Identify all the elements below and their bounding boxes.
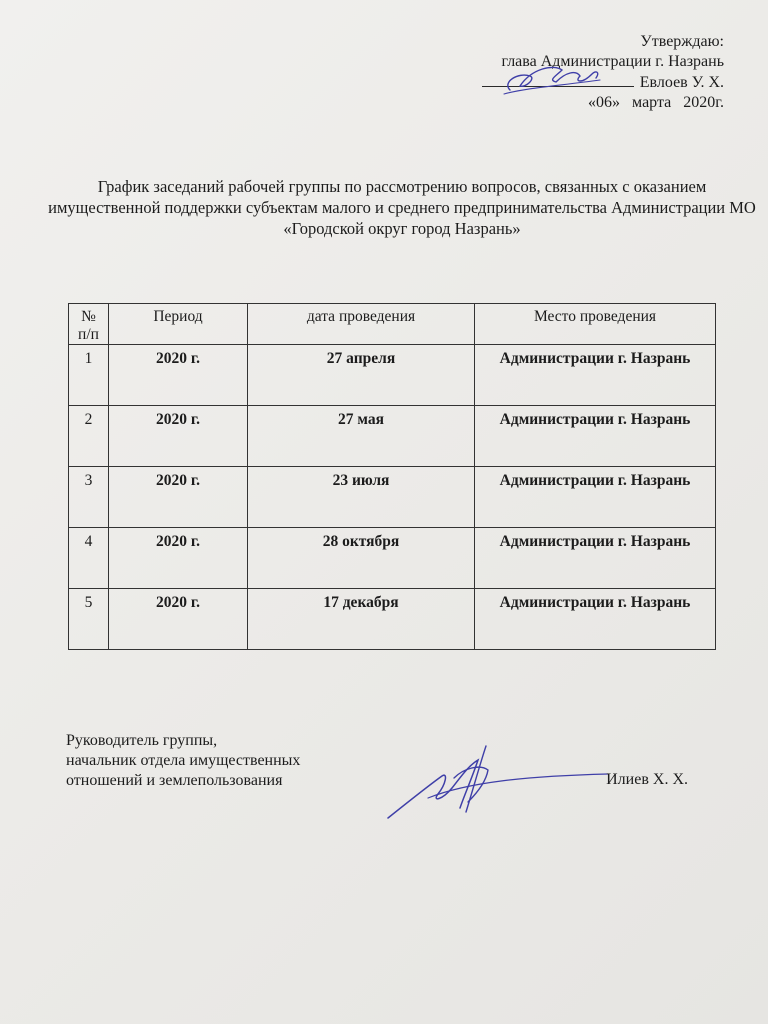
header-date: дата проведения [248,304,475,345]
approver-name: Евлоев У. Х. [639,74,724,91]
table-row [69,406,716,467]
table-row [69,589,716,650]
row-date: 23 июля [248,467,475,528]
row-period: 2020 г. [109,345,248,406]
signoff-line2: начальник отдела имущественных [66,752,301,769]
signoff-line3: отношений и землепользования [66,772,283,789]
row-number: 3 [69,467,109,528]
schedule-table [68,303,716,650]
row-place: Администрации г. Назрань [475,345,716,406]
row-number: 1 [69,345,109,406]
row-place: Администрации г. Назрань [475,467,716,528]
table-row [69,467,716,528]
row-place: Администрации г. Назрань [475,589,716,650]
row-date: 17 декабря [248,589,475,650]
signoff-block [66,731,386,791]
header-place: Место проведения [475,304,716,345]
approve-label: Утверждаю: [640,33,724,50]
signoff-line1: Руководитель группы, [66,732,218,749]
row-date: 27 апреля [248,345,475,406]
row-date: 27 мая [248,406,475,467]
row-place: Администрации г. Назрань [475,406,716,467]
signature-head-icon [368,738,618,826]
row-period: 2020 г. [109,406,248,467]
approval-date: «06» марта 2020г. [588,94,724,111]
row-number: 2 [69,406,109,467]
approver-position: глава Администрации г. Назрань [501,53,724,70]
row-place: Администрации г. Назрань [475,528,716,589]
table-row [69,345,716,406]
row-number: 4 [69,528,109,589]
header-number: № п/п [69,304,109,345]
row-date: 28 октября [248,528,475,589]
head-name: Илиев Х. Х. [606,771,688,788]
table-header-row [69,304,716,345]
document-title: График заседаний рабочей группы по рассмотрению вопросов, связанных с оказанием имущественной поддержки субъектам малого и среднего предпринимательства Администрации МО «Городской округ город Назрань» [48,177,756,238]
row-period: 2020 г. [109,589,248,650]
row-period: 2020 г. [109,528,248,589]
row-period: 2020 г. [109,467,248,528]
row-number: 5 [69,589,109,650]
table-row [69,528,716,589]
header-period: Период [109,304,248,345]
signature-approver-icon [496,58,606,102]
